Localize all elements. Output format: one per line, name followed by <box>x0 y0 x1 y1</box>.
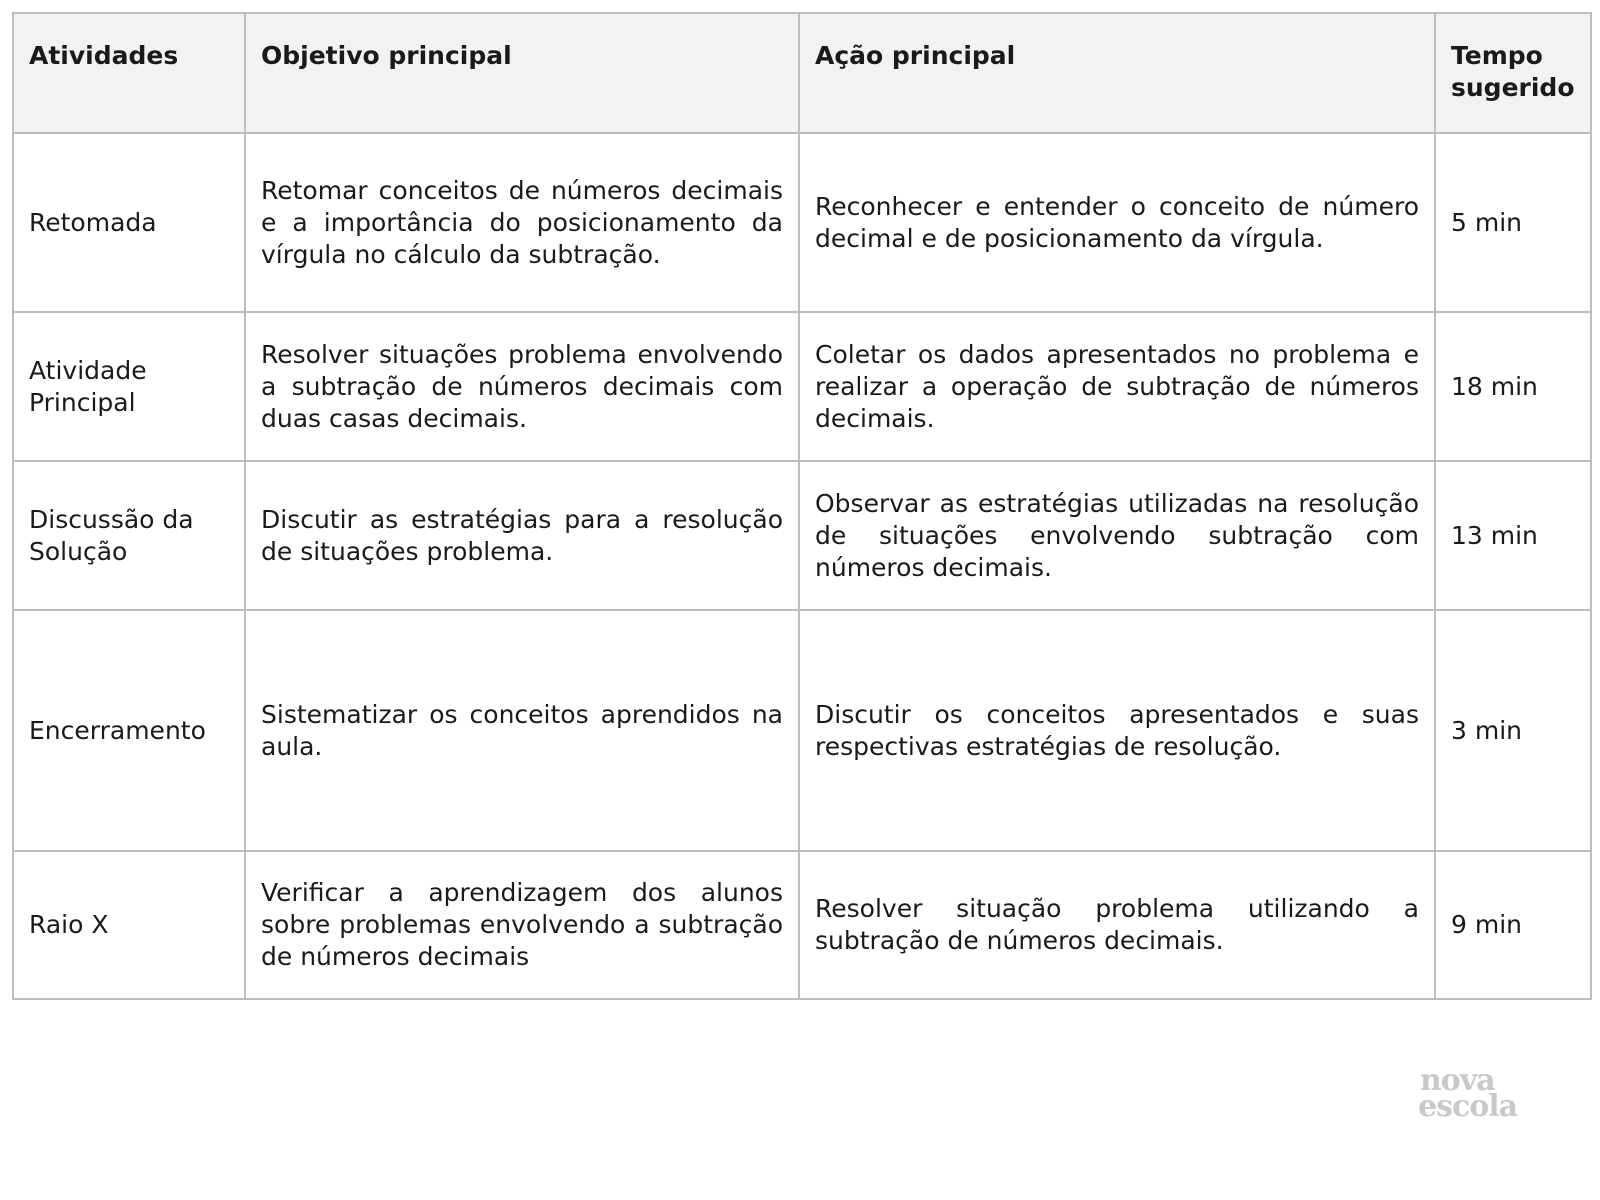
cell-acao: Coletar os dados apresentados no problema e realizar a operação de subtração de números decimais. <box>799 312 1435 461</box>
cell-acao: Observar as estratégias utilizadas na resolução de situações envolvendo subtração com números decimais. <box>799 461 1435 610</box>
cell-tempo: 3 min <box>1435 610 1591 851</box>
cell-tempo: 13 min <box>1435 461 1591 610</box>
table-row <box>13 312 1591 461</box>
cell-acao: Reconhecer e entender o conceito de número decimal e de posicionamento da vírgula. <box>799 133 1435 312</box>
table-row <box>13 851 1591 999</box>
cell-objetivo: Retomar conceitos de números decimais e a importância do posicionamento da vírgula no cálculo da subtração. <box>245 133 799 312</box>
cell-objetivo: Sistematizar os conceitos aprendidos na aula. <box>245 610 799 851</box>
cell-objetivo: Resolver situações problema envolvendo a subtração de números decimais com duas casas decimais. <box>245 312 799 461</box>
table-row <box>13 461 1591 610</box>
cell-tempo: 5 min <box>1435 133 1591 312</box>
header-objetivo: Objetivo principal <box>245 13 799 133</box>
cell-atividade: Discussão da Solução <box>13 461 245 610</box>
cell-acao: Discutir os conceitos apresentados e suas respectivas estratégias de resolução. <box>799 610 1435 851</box>
cell-objetivo: Verificar a aprendizagem dos alunos sobre problemas envolvendo a subtração de números decimais <box>245 851 799 999</box>
cell-tempo: 18 min <box>1435 312 1591 461</box>
cell-atividade: Retomada <box>13 133 245 312</box>
cell-atividade: Encerramento <box>13 610 245 851</box>
cell-tempo: 9 min <box>1435 851 1591 999</box>
lesson-plan-table <box>12 12 1592 1000</box>
cell-atividade: Raio X <box>13 851 245 999</box>
header-tempo: Tempo sugerido <box>1435 13 1591 133</box>
cell-objetivo: Discutir as estratégias para a resolução de situações problema. <box>245 461 799 610</box>
logo-line-1: nova <box>1420 1063 1495 1098</box>
table-header-row <box>13 13 1591 133</box>
cell-atividade: Atividade Principal <box>13 312 245 461</box>
header-atividades: Atividades <box>13 13 245 133</box>
header-acao: Ação principal <box>799 13 1435 133</box>
table-row <box>13 610 1591 851</box>
table-row <box>13 133 1591 312</box>
cell-acao: Resolver situação problema utilizando a subtração de números decimais. <box>799 851 1435 999</box>
nova-escola-logo <box>1418 1063 1518 1124</box>
logo-line-2: escola <box>1418 1089 1518 1124</box>
